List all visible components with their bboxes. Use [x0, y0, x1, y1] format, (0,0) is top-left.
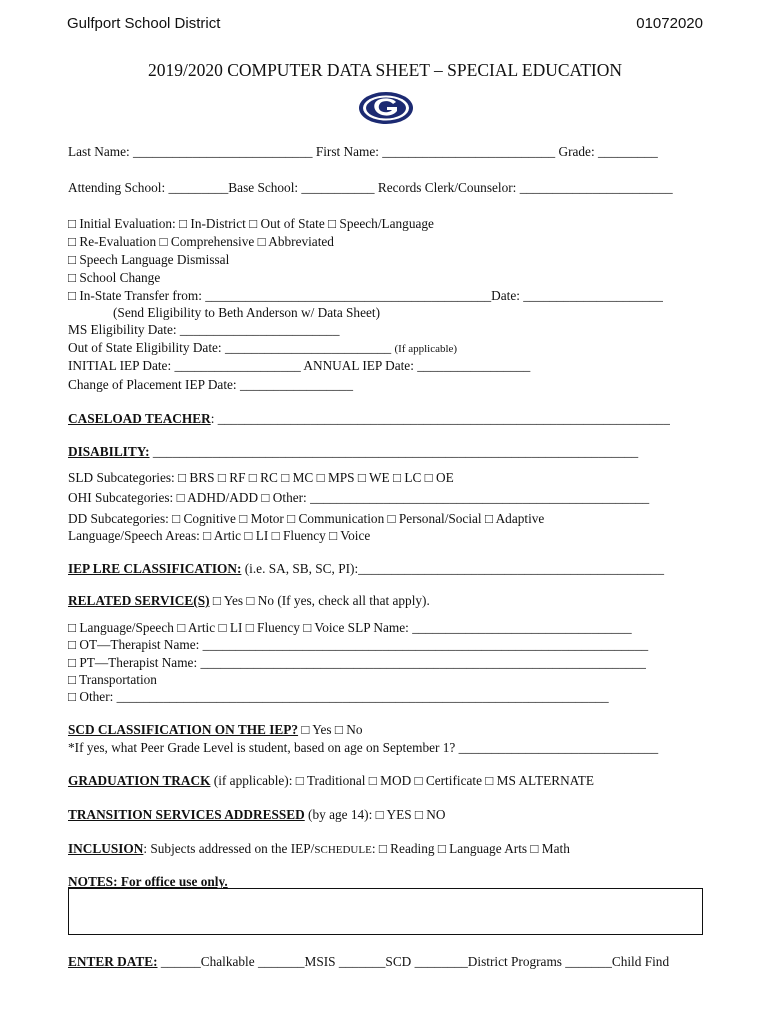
- form-line-l32: [68, 954, 669, 970]
- line-text: □ Language/Speech □ Artic □ LI □ Fluency □ Voice SLP Name: _________________________________: [68, 620, 632, 635]
- line-text: Change of Placement IEP Date: _________________: [68, 377, 353, 392]
- form-line-l28: [68, 773, 594, 789]
- form-line-l15: [68, 470, 454, 486]
- form-line-l18: [68, 528, 370, 544]
- line-text: (Send Eligibility to Beth Anderson w/ Data Sheet): [113, 305, 381, 320]
- line-text: □ Speech Language Dismissal: [68, 252, 230, 267]
- form-line-l04: [68, 234, 334, 250]
- section-heading: IEP LRE CLASSIFICATION:: [68, 561, 242, 576]
- line-text: INITIAL IEP Date: ___________________ ANNUAL IEP Date: _________________: [68, 358, 531, 373]
- section-heading: NOTES: For office use only.: [68, 874, 228, 889]
- line-text: □ Yes □ No (If yes, check all that apply).: [209, 593, 430, 608]
- line-text: (i.e. SA, SB, SC, PI):______________________________________________: [241, 561, 664, 576]
- line-text: □ Initial Evaluation: □ In-District □ Out of State □ Speech/Language: [68, 216, 434, 231]
- line-text: □ In-State Transfer from: ___________________________________________Date: _____________________: [68, 288, 663, 303]
- section-heading: SCD CLASSIFICATION ON THE IEP?: [68, 722, 299, 737]
- line-text: □ OT—Therapist Name: ___________________________________________________________________: [68, 637, 649, 652]
- line-text: OHI Subcategories: □ ADHD/ADD □ Other: ___________________________________________________: [68, 490, 650, 505]
- section-heading: CASELOAD TEACHER: [68, 411, 211, 426]
- form-line-l21: [68, 620, 632, 636]
- line-text: (if applicable): □ Traditional □ MOD □ Certificate □ MS ALTERNATE: [210, 773, 595, 788]
- form-line-l14: [68, 444, 638, 460]
- section-heading: GRADUATION TRACK: [68, 773, 211, 788]
- line-text: ______Chalkable _______MSIS _______SCD ________District Programs _______Child Find: [157, 954, 670, 969]
- line-text: : Subjects addressed on the IEP/: [143, 841, 315, 856]
- form-line-l16: [68, 490, 649, 506]
- form-line-l25: [68, 689, 609, 705]
- line-text: MS Eligibility Date: ________________________: [68, 322, 340, 337]
- line-text: Out of State Eligibility Date: _________________________: [68, 340, 395, 355]
- line-text: Attending School: _________Base School: ___________ Records Clerk/Counselor: _______________________: [68, 180, 673, 195]
- form-line-l09: [68, 322, 339, 338]
- form-line-l29: [68, 807, 446, 823]
- line-text: : ____________________________________________________________________: [210, 411, 670, 426]
- form-line-l26: [68, 722, 363, 738]
- line-text: □ Yes □ No: [298, 722, 363, 737]
- line-text: Language/Speech Areas: □ Artic □ LI □ Fluency □ Voice: [68, 528, 371, 543]
- line-text: DD Subcategories: □ Cognitive □ Motor □ Communication □ Personal/Social □ Adaptive: [68, 511, 545, 526]
- form-line-l02: [68, 180, 673, 196]
- section-heading: ENTER DATE:: [68, 954, 158, 969]
- small-caps-text: SCHEDULE: [314, 844, 372, 856]
- form-line-l27: [68, 740, 658, 756]
- line-text: □ Other: __________________________________________________________________________: [68, 689, 609, 704]
- notes-box[interactable]: [68, 888, 703, 935]
- section-heading: RELATED SERVICE(S): [68, 593, 210, 608]
- line-tail: : □ Reading □ Language Arts □ Math: [371, 841, 570, 856]
- form-line-l01: [68, 144, 658, 160]
- section-heading: INCLUSION: [68, 841, 144, 856]
- line-text: □ PT—Therapist Name: ___________________________________________________________________: [68, 655, 646, 670]
- form-line-l19: [68, 561, 664, 577]
- form-line-l07: [68, 288, 663, 304]
- line-text: Last Name: ___________________________ First Name: __________________________ Grade: _________: [68, 144, 658, 159]
- form-line-l22: [68, 637, 648, 653]
- page-title: 2019/2020 COMPUTER DATA SHEET – SPECIAL EDUCATION: [147, 60, 623, 80]
- line-text: (by age 14): □ YES □ NO: [304, 807, 446, 822]
- line-text: _________________________________________________________________________: [149, 444, 639, 459]
- note-text: (If applicable): [394, 343, 458, 355]
- section-heading: TRANSITION SERVICES ADDRESSED: [68, 807, 305, 822]
- form-line-l13: [68, 411, 670, 427]
- form-line-l06: [68, 270, 160, 286]
- line-text: *If yes, what Peer Grade Level is student, based on age on September 1? ______________________________: [68, 740, 659, 755]
- line-text: □ School Change: [68, 270, 161, 285]
- form-line-l12: [68, 377, 353, 393]
- form-line-l20: [68, 593, 430, 609]
- line-text: SLD Subcategories: □ BRS □ RF □ RC □ MC □ MPS □ WE □ LC □ OE: [68, 470, 454, 485]
- district-name: Gulfport School District: [67, 15, 221, 32]
- section-heading: DISABILITY:: [68, 444, 150, 459]
- form-line-l03: [68, 216, 434, 232]
- form-line-l17: [68, 511, 544, 527]
- form-line-l24: [68, 672, 157, 688]
- form-line-l23: [68, 655, 646, 671]
- form-line-l30: [68, 841, 570, 857]
- document-code: 01072020: [636, 15, 703, 32]
- form-line-l11: [68, 358, 530, 374]
- line-text: □ Transportation: [68, 672, 157, 687]
- school-logo-icon: [358, 91, 414, 125]
- form-line-l08: [113, 305, 380, 321]
- form-line-l05: [68, 252, 229, 268]
- form-line-l10: [68, 340, 457, 356]
- line-text: □ Re-Evaluation □ Comprehensive □ Abbreviated: [68, 234, 334, 249]
